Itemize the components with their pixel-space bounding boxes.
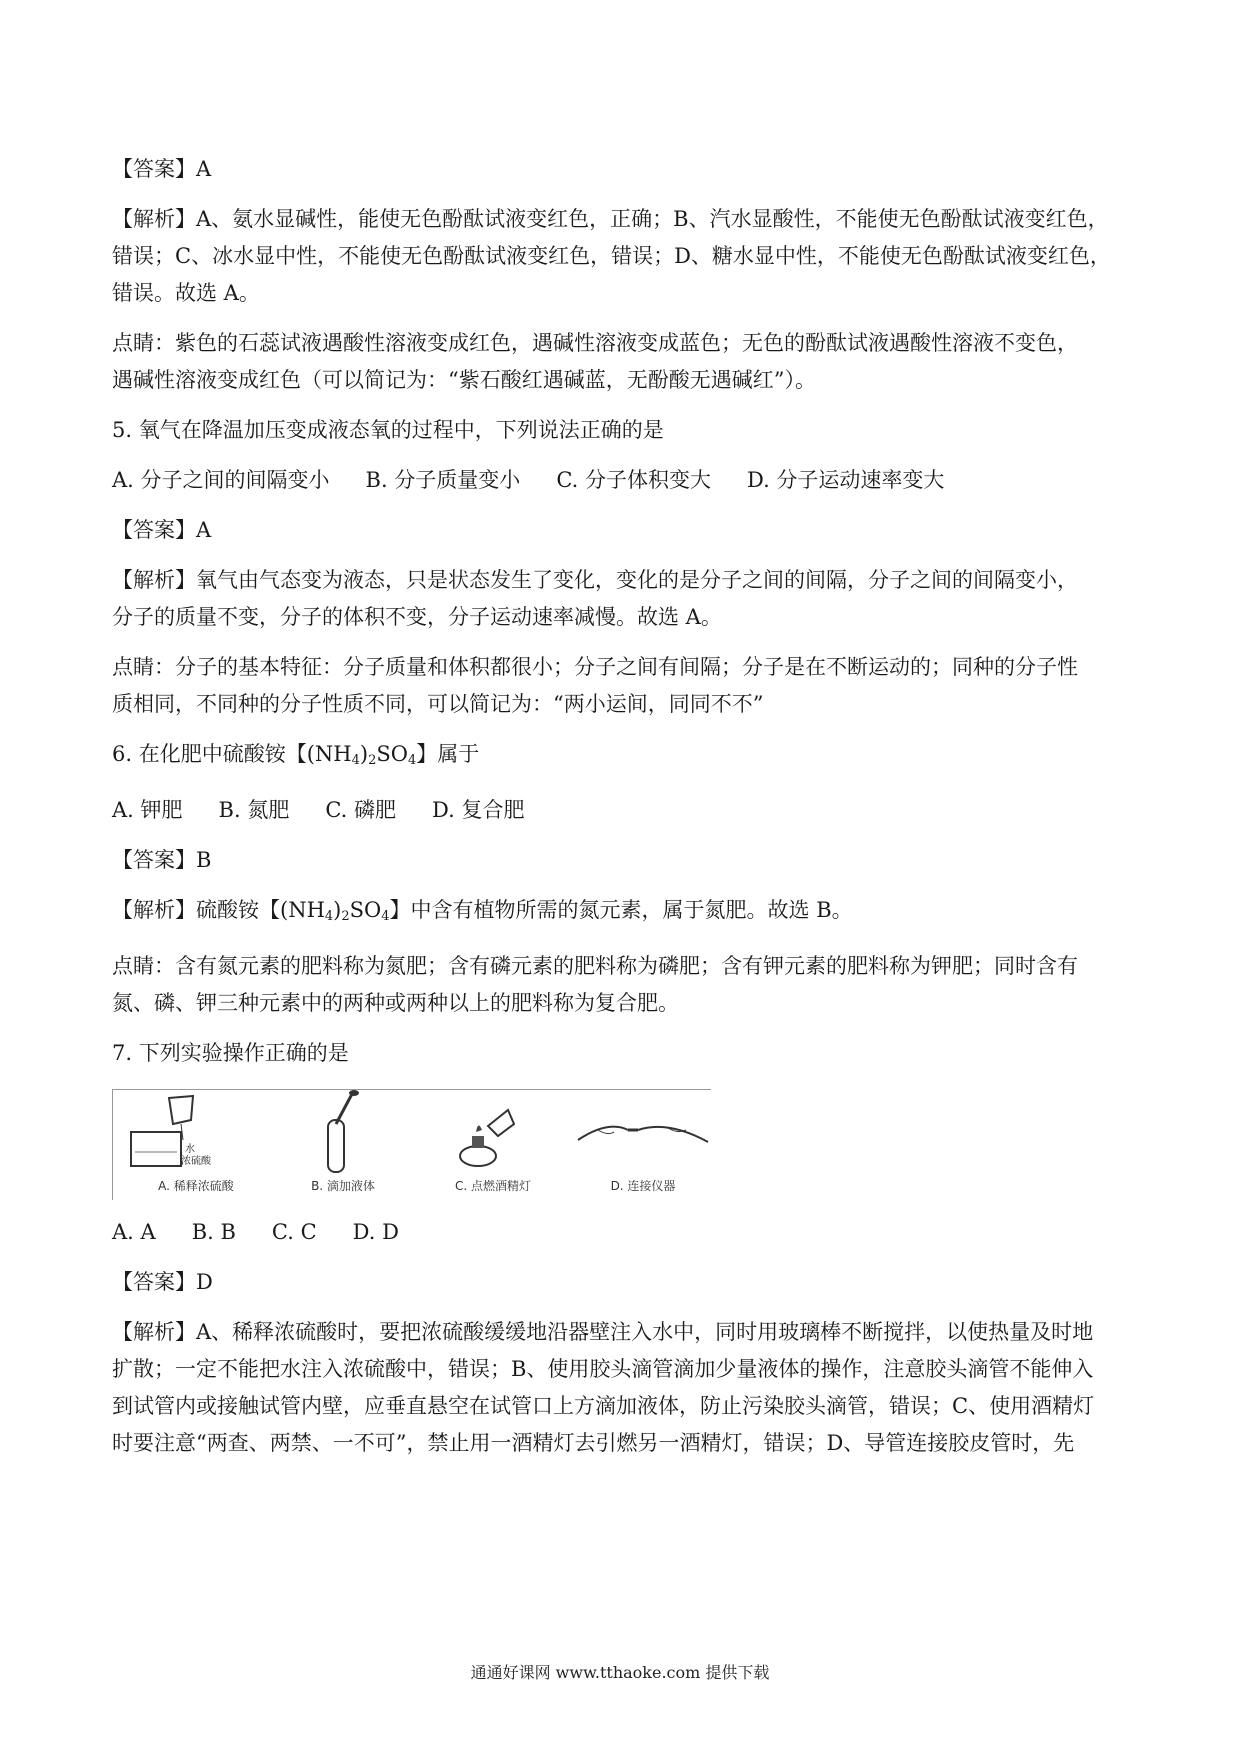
figure-caption-d: D. 连接仪器	[610, 1179, 676, 1193]
figure-panel-c	[418, 1090, 568, 1200]
option-item: C. C	[271, 1220, 317, 1244]
paragraph-line: 扩散；一定不能把水注入浓硫酸中，错误；B、使用胶头滴管滴加少量液体的操作，注意胶头滴管不能伸入	[112, 1357, 1094, 1381]
figure-panel-a	[121, 1090, 271, 1200]
paragraph-line: 氮、磷、钾三种元素中的两种或两种以上的肥料称为复合肥。	[112, 991, 679, 1015]
paragraph-line: 遇碱性溶液变成红色（可以简记为：“紫石酸红遇碱蓝，无酚酸无遇碱红”）。	[112, 368, 816, 392]
dropper-icon	[268, 1090, 418, 1175]
subscript: 4	[407, 753, 417, 768]
formula-text: 】属于	[416, 742, 480, 766]
formula-text: 6. 在化肥中硫酸铵【(NH	[112, 742, 352, 766]
option-item: A. A	[112, 1220, 156, 1244]
paragraph-line: 点睛：分子的基本特征：分子质量和体积都很小；分子之间有间隔；分子是在不断运动的；同种的分子性	[112, 655, 1078, 679]
paragraph: 5. 氧气在降温加压变成液态氧的过程中，下列说法正确的是	[112, 418, 664, 442]
paragraph-line: 【解析】A、稀释浓硫酸时，要把浓硫酸缓缓地沿器壁注入水中，同时用玻璃棒不断搅拌，以使热量及时地	[112, 1320, 1094, 1344]
formula-line	[112, 740, 1140, 775]
paragraph-line: 质相同，不同种的分子性质不同，可以简记为：“两小运间，同同不不”	[112, 692, 764, 716]
subscript: 4	[324, 909, 334, 924]
option-item: C. 分子体积变大	[556, 468, 711, 492]
paragraph: 7. 下列实验操作正确的是	[112, 1041, 349, 1065]
formula-text: SO	[376, 742, 408, 766]
document-body	[112, 155, 1140, 1479]
connect-apparatus-icon	[568, 1090, 718, 1175]
subscript: 4	[351, 753, 360, 768]
alcohol-lamp-icon	[418, 1090, 568, 1175]
paragraph-line: 【解析】A、氨水显碱性，能使无色酚酞试液变红色，正确；B、汽水显酸性，不能使无色酚酞试液变红色，	[112, 207, 1109, 231]
figure-caption-c: C. 点燃酒精灯	[454, 1179, 531, 1193]
paragraph: 【答案】A	[112, 518, 212, 542]
option-item: B. 分子质量变小	[365, 468, 521, 492]
dilute-acid-icon	[121, 1090, 271, 1175]
option-item: D. 分子运动速率变大	[746, 468, 945, 492]
option-item: B. B	[191, 1220, 236, 1244]
option-item: B. 氮肥	[218, 798, 290, 822]
figure-panel-d	[568, 1090, 718, 1200]
option-item: A. 分子之间的间隔变小	[112, 468, 330, 492]
paragraph: 【答案】D	[112, 1270, 213, 1294]
acid-label: 浓硫酸	[181, 1156, 211, 1167]
formula-text: SO	[349, 898, 382, 922]
paragraph-line: 点睛：紫色的石蕊试液遇酸性溶液变成红色，遇碱性溶液变成蓝色；无色的酚酞试液遇酸性溶液不变色，	[112, 331, 1078, 355]
figure-caption-a: A. 稀释浓硫酸	[158, 1179, 234, 1193]
subscript: 2	[368, 753, 377, 768]
paragraph-line: 时要注意“两查、两禁、一不可”，禁止用一酒精灯去引燃另一酒精灯，错误；D、导管连接胶皮管时，先	[112, 1431, 1075, 1455]
paragraph: 【答案】B	[112, 848, 212, 872]
option-item: D. 复合肥	[432, 798, 525, 822]
paragraph-line: 错误；C、冰水显中性，不能使无色酚酞试液变红色，错误；D、糖水显中性，不能使无色酚酞试液变红色，	[112, 244, 1111, 268]
formula-text: 】中含有植物所需的氮元素，属于氮肥。故选 B。	[389, 898, 853, 922]
answer-options	[112, 796, 1140, 825]
paragraph: 【答案】A	[112, 157, 212, 181]
formula-line	[112, 896, 1140, 931]
paragraph-line: 【解析】氧气由气态变为液态，只是状态发生了变化，变化的是分子之间的间隔，分子之间的间隔变小，	[112, 568, 1078, 592]
paragraph-line: 分子的质量不变，分子的体积不变，分子运动速率减慢。故选 A。	[112, 605, 722, 629]
answer-options	[112, 466, 1140, 495]
paragraph-line: 到试管内或接触试管内壁，应垂直悬空在试管口上方滴加液体，防止污染胶头滴管，错误；C、使用酒精灯	[112, 1394, 1095, 1418]
option-item: A. 钾肥	[112, 798, 183, 822]
formula-text: )	[359, 742, 369, 766]
experiment-figure	[112, 1089, 711, 1200]
formula-text: 【解析】硫酸铵【(NH	[112, 898, 325, 922]
figure-panel-b	[268, 1090, 418, 1200]
formula-text: )	[333, 898, 342, 922]
subscript: 4	[381, 909, 390, 924]
answer-options	[112, 1218, 1140, 1247]
option-item: D. D	[352, 1220, 399, 1244]
option-item: C. 磷肥	[325, 798, 396, 822]
page-footer: 通通好课网 www.tthaoke.com 提供下载	[470, 1663, 770, 1682]
paragraph-line: 错误。故选 A。	[112, 281, 260, 305]
subscript: 2	[341, 909, 350, 924]
paragraph-line: 点睛：含有氮元素的肥料称为氮肥；含有磷元素的肥料称为磷肥；含有钾元素的肥料称为钾肥；同时含有	[112, 954, 1078, 978]
figure-caption-b: B. 滴加液体	[311, 1179, 375, 1193]
water-label: 水	[185, 1144, 195, 1155]
